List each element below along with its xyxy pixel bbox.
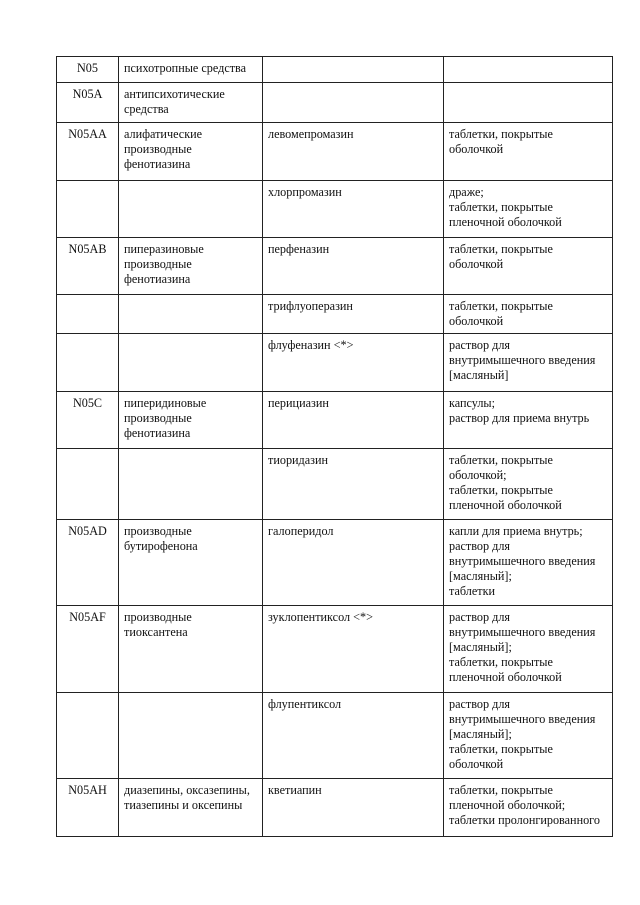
table-row <box>57 123 613 181</box>
group-text-line: средства <box>124 102 169 116</box>
group-name-cell <box>119 449 263 520</box>
drug-text-line: кветиапин <box>268 783 322 797</box>
group-text-line: производные <box>124 142 192 156</box>
atc-code-cell: N05AB <box>57 238 119 295</box>
form-text-line: таблетки, покрытые <box>449 742 553 756</box>
form-text-line: оболочкой; <box>449 468 507 482</box>
group-name-cell <box>119 295 263 334</box>
form-text-line: таблетки, покрытые <box>449 783 553 797</box>
group-text-line: фенотиазина <box>124 426 191 440</box>
drug-text-line: галоперидол <box>268 524 334 538</box>
dosage-form-cell <box>444 392 613 449</box>
form-text-line: таблетки, покрытые <box>449 242 553 256</box>
dosage-form-cell <box>444 123 613 181</box>
table-row <box>57 181 613 238</box>
drug-name-cell <box>263 57 444 83</box>
atc-code-cell: N05AD <box>57 520 119 606</box>
table-row <box>57 83 613 123</box>
form-text-line: таблетки, покрытые <box>449 299 553 313</box>
drug-text-line: зуклопентиксол <*> <box>268 610 373 624</box>
drug-name-cell <box>263 181 444 238</box>
atc-code-cell <box>57 334 119 392</box>
drug-text-line: флупентиксол <box>268 697 342 711</box>
atc-code-cell: N05 <box>57 57 119 83</box>
atc-code-cell: N05C <box>57 392 119 449</box>
drug-name-cell <box>263 83 444 123</box>
form-text-line: драже; <box>449 185 484 199</box>
dosage-form-cell <box>444 334 613 392</box>
drug-name-cell <box>263 238 444 295</box>
drug-name-cell <box>263 520 444 606</box>
dosage-form-cell <box>444 181 613 238</box>
table-row <box>57 779 613 837</box>
dosage-form-cell <box>444 57 613 83</box>
form-text-line: пленочной оболочкой <box>449 498 562 512</box>
atc-code-cell: N05AF <box>57 606 119 693</box>
group-name-cell <box>119 57 263 83</box>
drug-name-cell <box>263 779 444 837</box>
group-text-line: алифатические <box>124 127 203 141</box>
table-row <box>57 57 613 83</box>
group-name-cell <box>119 693 263 779</box>
dosage-form-cell <box>444 520 613 606</box>
dosage-form-cell <box>444 295 613 334</box>
group-text-line: производные <box>124 524 192 538</box>
group-name-cell <box>119 392 263 449</box>
group-text-line: производные <box>124 411 192 425</box>
form-text-line: таблетки, покрытые <box>449 127 553 141</box>
drug-name-cell <box>263 392 444 449</box>
form-text-line: капсулы; <box>449 396 495 410</box>
drug-text-line: перициазин <box>268 396 329 410</box>
drug-text-line: трифлуоперазин <box>268 299 353 313</box>
table-row <box>57 295 613 334</box>
form-text-line: [масляный] <box>449 368 509 382</box>
atc-code-cell <box>57 449 119 520</box>
group-name-cell <box>119 520 263 606</box>
group-name-cell <box>119 83 263 123</box>
form-text-line: внутримышечного введения <box>449 554 596 568</box>
table-row <box>57 520 613 606</box>
form-text-line: раствор для <box>449 610 511 624</box>
group-text-line: фенотиазина <box>124 272 191 286</box>
group-text-line: тиазепины и оксепины <box>124 798 243 812</box>
atc-code-cell <box>57 181 119 238</box>
group-name-cell <box>119 181 263 238</box>
form-text-line: пленочной оболочкой <box>449 670 562 684</box>
atc-code-cell: N05A <box>57 83 119 123</box>
form-text-line: раствор для <box>449 539 511 553</box>
form-text-line: оболочкой <box>449 314 504 328</box>
dosage-form-cell <box>444 779 613 837</box>
group-name-cell <box>119 779 263 837</box>
form-text-line: [масляный]; <box>449 727 512 741</box>
dosage-form-cell <box>444 449 613 520</box>
dosage-form-cell <box>444 83 613 123</box>
group-name-cell <box>119 238 263 295</box>
form-text-line: таблетки пролонгированного <box>449 813 600 827</box>
form-text-line: оболочкой <box>449 142 504 156</box>
form-text-line: раствор для приема внутрь <box>449 411 590 425</box>
dosage-form-cell <box>444 606 613 693</box>
group-text-line: производные <box>124 257 192 271</box>
atc-code-cell <box>57 693 119 779</box>
form-text-line: внутримышечного введения <box>449 625 596 639</box>
table-row <box>57 334 613 392</box>
form-text-line: таблетки, покрытые <box>449 655 553 669</box>
form-text-line: раствор для <box>449 697 511 711</box>
form-text-line: оболочкой <box>449 757 504 771</box>
group-name-cell <box>119 334 263 392</box>
form-text-line: таблетки <box>449 584 496 598</box>
group-text-line: диазепины, оксазепины, <box>124 783 250 797</box>
drug-name-cell <box>263 295 444 334</box>
form-text-line: таблетки, покрытые <box>449 483 553 497</box>
group-text-line: фенотиазина <box>124 157 191 171</box>
form-text-line: пленочной оболочкой; <box>449 798 566 812</box>
group-name-cell <box>119 123 263 181</box>
group-text-line: бутирофенона <box>124 539 198 553</box>
atc-code-cell: N05AH <box>57 779 119 837</box>
drug-text-line: тиоридазин <box>268 453 329 467</box>
drug-text-line: левомепромазин <box>268 127 354 141</box>
drug-name-cell <box>263 693 444 779</box>
table-row <box>57 238 613 295</box>
dosage-form-cell <box>444 693 613 779</box>
atc-code-cell <box>57 295 119 334</box>
group-text-line: производные <box>124 610 192 624</box>
drug-name-cell <box>263 606 444 693</box>
table-row <box>57 392 613 449</box>
dosage-form-cell <box>444 238 613 295</box>
form-text-line: внутримышечного введения <box>449 353 596 367</box>
drug-classification-table <box>56 56 613 837</box>
table-row <box>57 693 613 779</box>
group-name-cell <box>119 606 263 693</box>
drug-text-line: хлорпромазин <box>268 185 342 199</box>
group-text-line: психотропные средства <box>124 61 247 75</box>
table-row <box>57 449 613 520</box>
drug-name-cell <box>263 449 444 520</box>
table-row <box>57 606 613 693</box>
form-text-line: таблетки, покрытые <box>449 453 553 467</box>
drug-text-line: флуфеназин <*> <box>268 338 354 352</box>
form-text-line: раствор для <box>449 338 511 352</box>
form-text-line: таблетки, покрытые <box>449 200 553 214</box>
form-text-line: пленочной оболочкой <box>449 215 562 229</box>
group-text-line: пиперазиновые <box>124 242 204 256</box>
drug-text-line: перфеназин <box>268 242 330 256</box>
form-text-line: внутримышечного введения <box>449 712 596 726</box>
form-text-line: оболочкой <box>449 257 504 271</box>
group-text-line: пиперидиновые <box>124 396 207 410</box>
table-body <box>57 57 613 837</box>
group-text-line: тиоксантена <box>124 625 188 639</box>
form-text-line: капли для приема внутрь; <box>449 524 583 538</box>
form-text-line: [масляный]; <box>449 569 512 583</box>
atc-code-cell: N05AA <box>57 123 119 181</box>
form-text-line: [масляный]; <box>449 640 512 654</box>
drug-name-cell <box>263 334 444 392</box>
drug-name-cell <box>263 123 444 181</box>
group-text-line: антипсихотические <box>124 87 225 101</box>
